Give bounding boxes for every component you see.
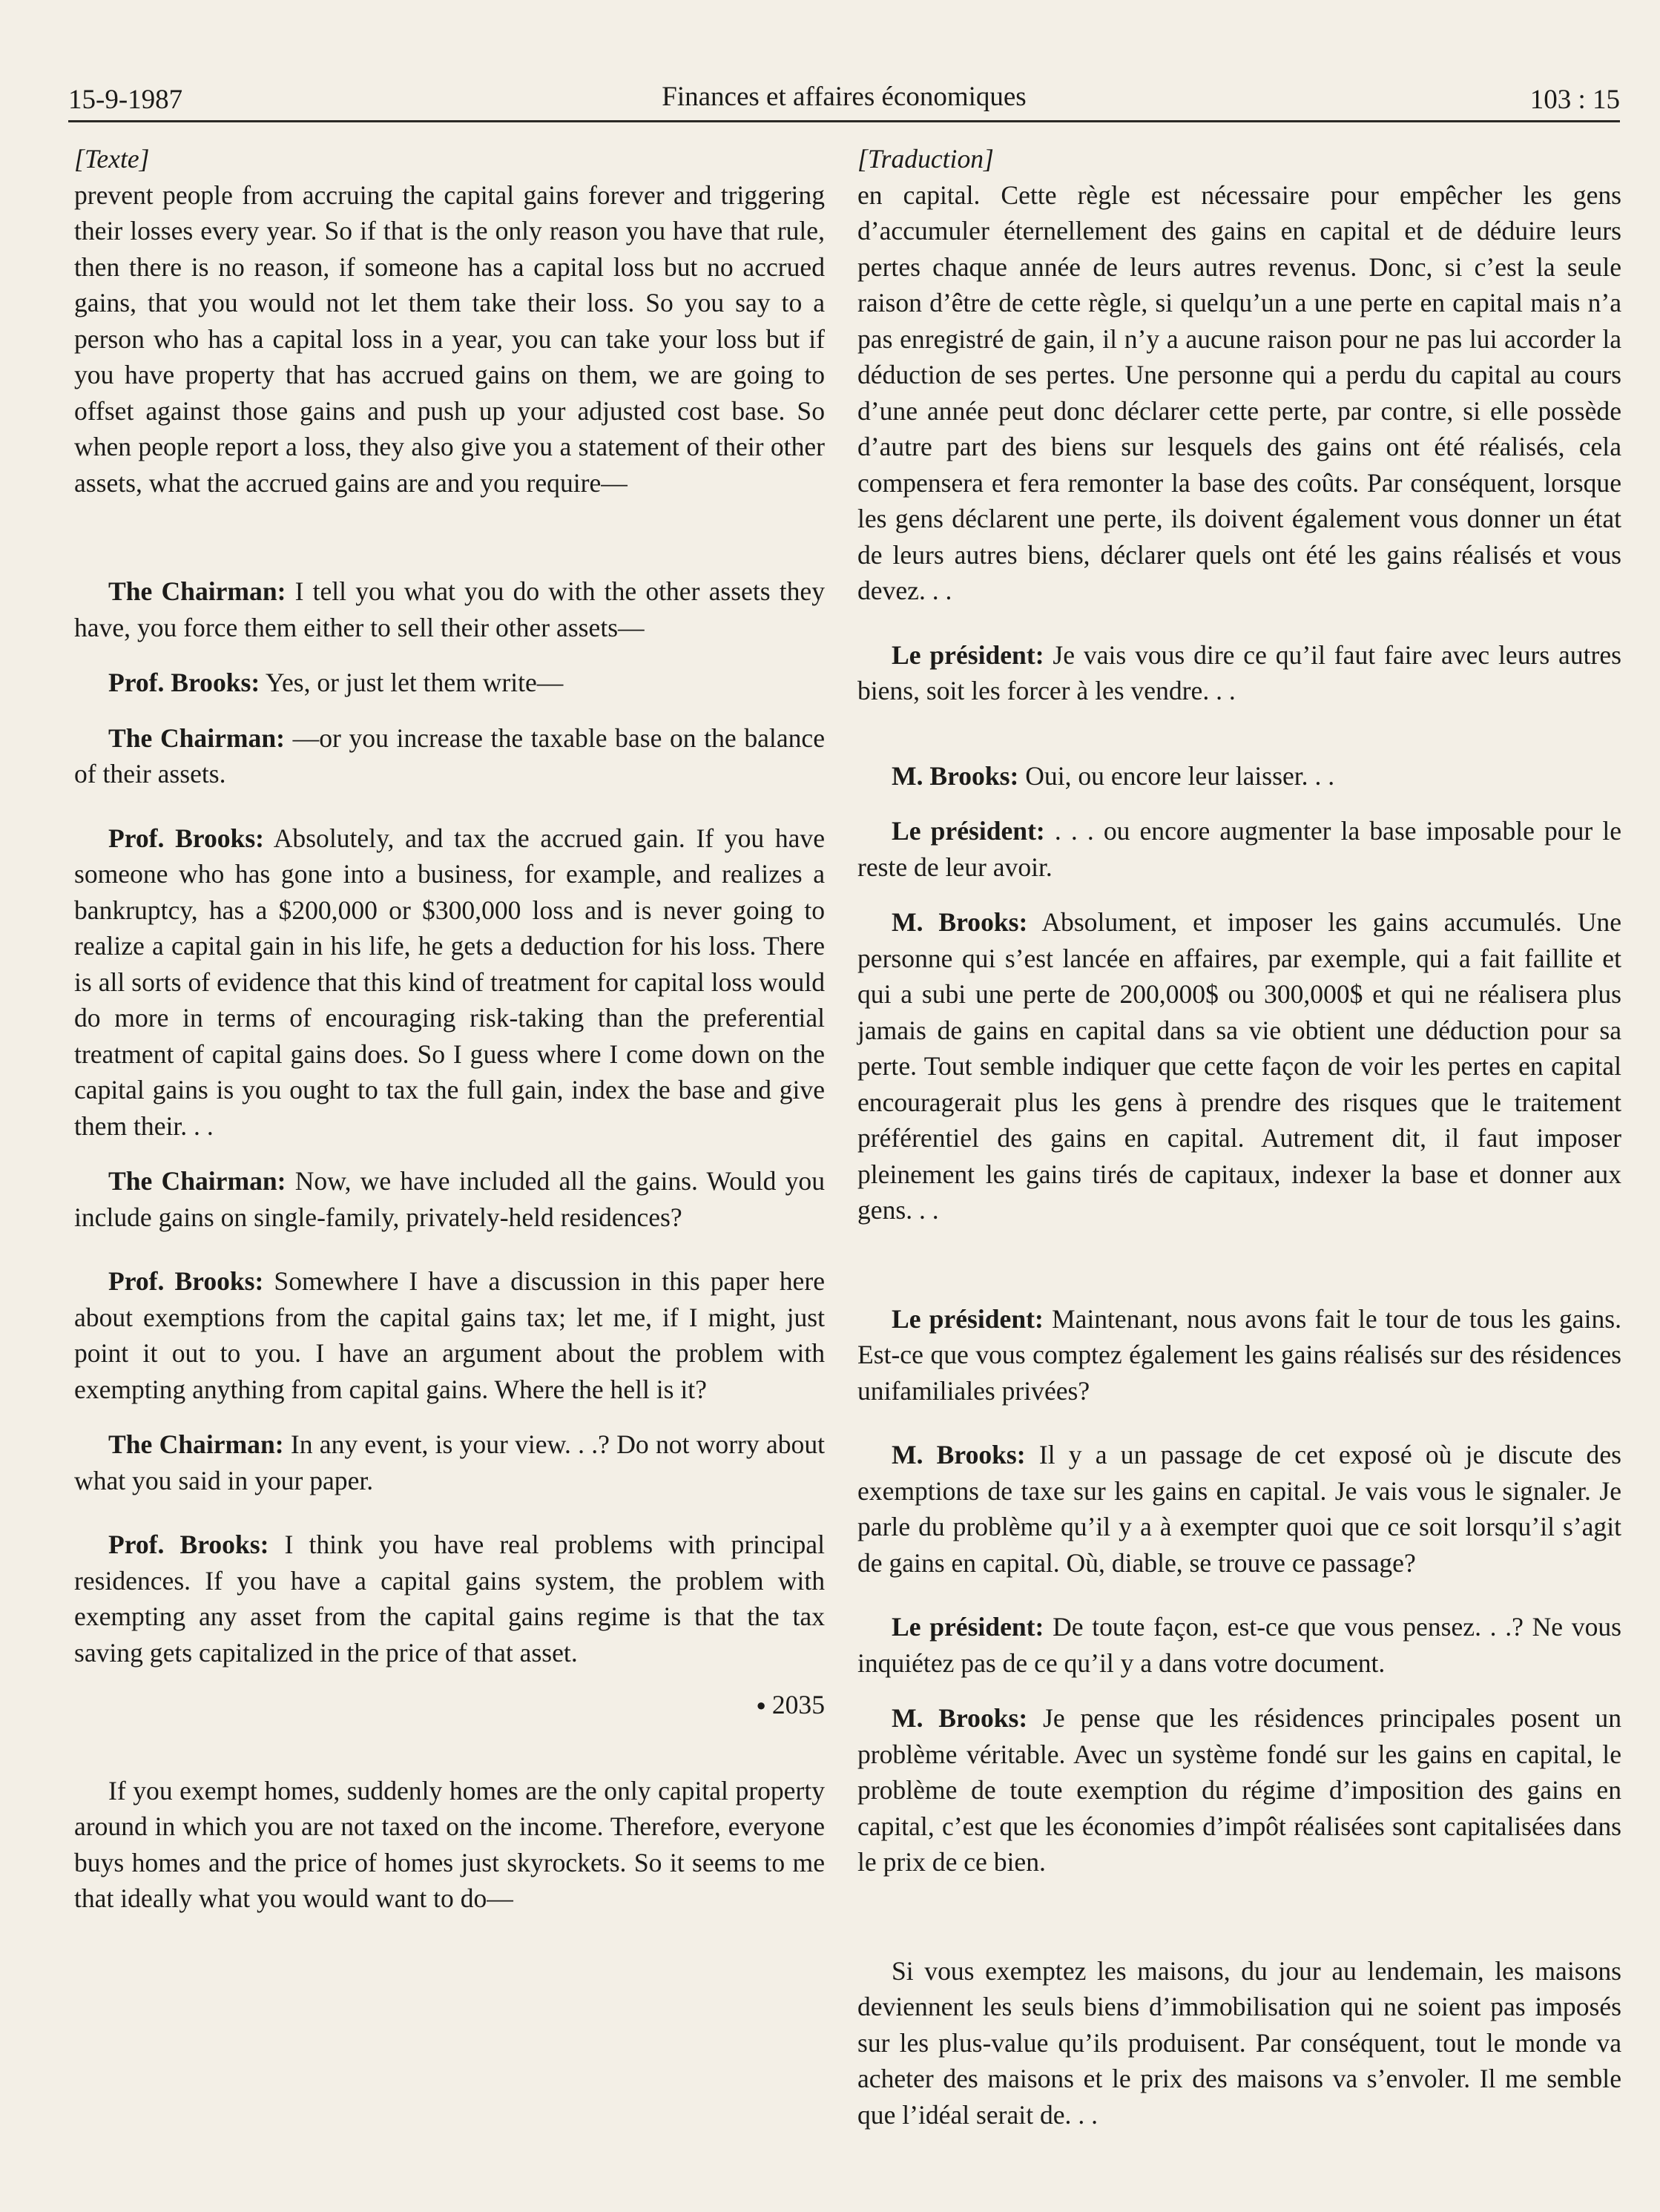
header-page-number: 103 : 15 — [1529, 85, 1620, 115]
speaker: M. Brooks: — [892, 760, 1019, 791]
speech-text: Absolutely, and tax the accrued gain. If you have someone who has gone into a business, for example, and realizes a bankruptcy, has a $200,000 or $300,000 loss and is never going to realize a capital gain in his life, he gets a deduction for his loss. There is all sorts of evidence that this kind of treatment for capital loss would do more in terms of encouraging risk-taking than the preferential treatment of capital gains does. So I guess where I come down on the capital gains is you ought to tax the full gain, index the base and give them their. . . — [74, 823, 825, 1141]
speech-text: Yes, or just let them write— — [265, 668, 564, 697]
speech-text: Je pense que les résidences principales posent un problème véritable. Avec un système fondé sur les gains en capital, le problème de toute exemption du régime d’imposition des gains en capital, c’est que les économies d’impôt réalisées sont capitalisées dans le prix de ce bien. — [857, 1703, 1621, 1877]
time-value: 2035 — [771, 1690, 825, 1719]
speaker: Prof. Brooks: — [108, 1266, 264, 1296]
speaker: The Chairman: — [108, 576, 286, 606]
speech-text: —or you increase the taxable base on the balance of their assets. — [74, 722, 825, 789]
bullet-icon: ● — [756, 1696, 766, 1714]
paragraph: en capital. Cette règle est nécessaire pour empêcher les gens d’accumuler éternellement des gains en capital et de déduire leurs pertes chaque année de leurs autres revenus. Donc, si c’est la seule raison d’être de cette règle, si quelqu’un a une perte en capital mais n’a pas enregistré de gain, il n’y a aucune raison pour ne pas lui accorder la déduction de ses pertes. Une personne qui a perdu du capital au cours d’une année peut donc déclarer cette perte, par contre, si elle possède d’autre part des biens sur lesquels des gains ont été réalisés, cela compensera et fera remonter la base des coûts. Par conséquent, lorsque les gens déclarent une perte, ils doivent également vous donner un état de leurs autres biens, déclarer quels ont été les gains réalisés et vous devez. . . — [857, 180, 1621, 605]
speech — [857, 1609, 1621, 1681]
header-title: Finances et affaires économiques — [662, 82, 1027, 112]
speech — [74, 665, 825, 701]
english-column — [74, 141, 825, 1917]
speaker: M. Brooks: — [892, 1703, 1028, 1733]
speech — [857, 637, 1621, 709]
speech-text: Maintenant, nous avons fait le tour de tous les gains. Est-ce que vous comptez également les gains réalisés sur des résidences unifamiliales privées? — [857, 1303, 1621, 1406]
french-column — [857, 141, 1621, 2133]
speech — [74, 1263, 825, 1407]
header-date: 15-9-1987 — [68, 85, 183, 115]
speech — [74, 1426, 825, 1498]
speech-text: I tell you what you do with the other assets they have, you force them either to sell their other assets— — [74, 576, 825, 642]
speech-text: . . . ou encore augmenter la base imposable pour le reste de leur avoir. — [857, 816, 1621, 882]
speaker: Le président: — [892, 1303, 1044, 1334]
speaker: Le président: — [892, 639, 1044, 670]
speech-text: In any event, is your view. . .? Do not worry about what you said in your paper. — [74, 1429, 825, 1495]
speaker: The Chairman: — [108, 1429, 284, 1459]
speech — [74, 573, 825, 645]
speech — [857, 1437, 1621, 1581]
speech-text: Absolument, et imposer les gains accumulés. Une personne qui s’est lancée en affaires, par exemple, qui a fait faillite et qui a subi une perte de 200,000$ ou 300,000$ et qui ne réalisera plus jamais de gains en capital dans sa vie obtient une déduction pour sa perte. Tout semble indiquer que cette façon de voir les pertes en capital encouragerait plus les gens à prendre des risques que le traitement préférentiel des gains en capital. Autrement dit, il faut imposer pleinement les gains tirés de capitaux, indexer la base et donner aux gens. . . — [857, 907, 1622, 1225]
speaker: Prof. Brooks: — [108, 668, 260, 697]
page-header — [68, 68, 1620, 122]
speaker: Le président: — [892, 816, 1045, 846]
paragraph: If you exempt homes, suddenly homes are the only capital property around in which you are not taxed on the income. Therefore, everyone buys homes and the price of homes just skyrockets. So it seems to me that ideally what you would want to do— — [74, 1775, 825, 1913]
speech — [857, 1700, 1621, 1880]
language-label: [Texte] — [74, 144, 150, 174]
language-label: [Traduction] — [857, 144, 994, 174]
speaker: Prof. Brooks: — [108, 823, 265, 853]
speech-text: De toute façon, est-ce que vous pensez. . .? Ne vous inquiétez pas de ce qu’il y a dans votre document. — [857, 1612, 1621, 1678]
paragraph: prevent people from accruing the capital gains forever and triggering their losses every year. So if that is the only reason you have that rule, then there is no reason, if someone has a capital loss but no accrued gains, that you would not let them take their loss. So you say to a person who has a capital loss in a year, you can take your loss but if you have property that has accrued gains on them, we are going to offset against those gains and push up your adjusted cost base. So when people report a loss, they also give you a statement of their other assets, what the accrued gains are and you require— — [74, 180, 825, 498]
speech — [74, 1527, 825, 1670]
speaker: M. Brooks: — [892, 907, 1028, 937]
speech — [857, 758, 1621, 794]
speech-text: I think you have real problems with principal residences. If you have a capital gains system, the problem with exempting any asset from the capital gains regime is that the tax saving gets capitalized in the price of that asset. — [74, 1530, 825, 1668]
paragraph: Si vous exemptez les maisons, du jour au lendemain, les maisons deviennent les seuls biens d’immobilisation qui ne soient pas imposés sur les plus-value qu’ils produisent. Par conséquent, tout le monde va acheter des maisons et le prix des maisons va s’envoler. Il me semble que l’idéal serait de. . . — [857, 1955, 1621, 2130]
speaker: Prof. Brooks: — [108, 1530, 269, 1559]
speech — [857, 813, 1621, 885]
time-marker — [74, 1687, 825, 1724]
speech — [74, 820, 825, 1145]
speech-text: Somewhere I have a discussion in this paper here about exemptions from the capital gains tax; let me, if I might, just point it out to you. I have an argument about the problem with exempting anything from capital gains. Where the hell is it? — [74, 1266, 825, 1404]
speech — [857, 1301, 1621, 1409]
speech — [74, 1163, 825, 1235]
speech — [74, 720, 825, 792]
speech-text: Il y a un passage de cet exposé où je discute des exemptions de taxe sur les gains en capital. Je vais vous le signaler. Je parle du problème qu’il y a à exempter quoi que ce soit lorsqu’il s’agit de gains en capital. Où, diable, se trouve ce passage? — [857, 1440, 1621, 1578]
speaker: The Chairman: — [108, 1166, 286, 1196]
speaker: Le président: — [892, 1612, 1044, 1642]
speaker: The Chairman: — [108, 722, 285, 753]
speech — [857, 904, 1621, 1228]
speech-text: Now, we have included all the gains. Would you include gains on single-family, privately-held residences? — [74, 1166, 825, 1232]
speaker: M. Brooks: — [892, 1440, 1026, 1469]
speech-text: Je vais vous dire ce qu’il faut faire avec leurs autres biens, soit les forcer à les vendre. . . — [857, 639, 1621, 705]
speech-text: Oui, ou encore leur laisser. . . — [1025, 760, 1335, 791]
